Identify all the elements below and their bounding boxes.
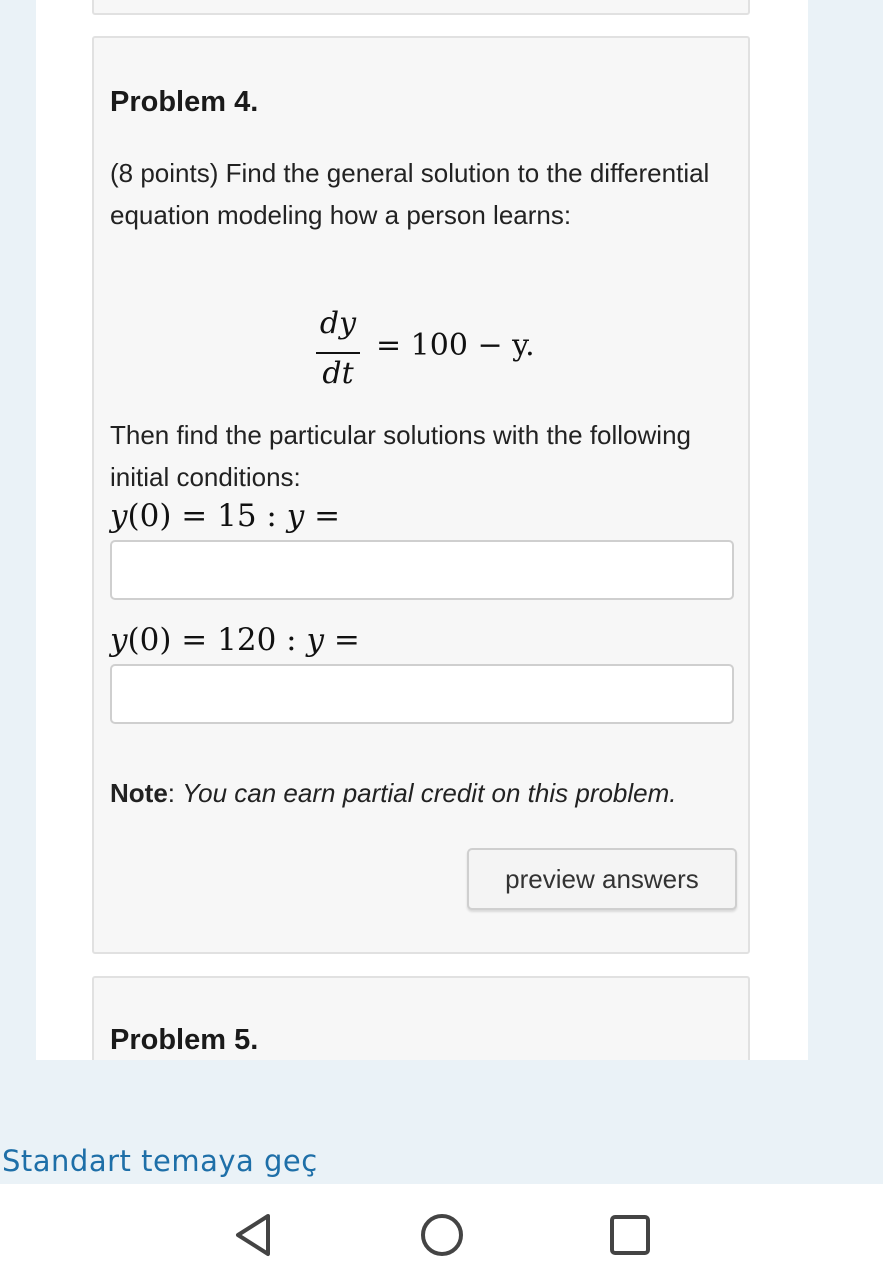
condition-2-var: y: [306, 622, 324, 658]
problem-4-card: [92, 36, 750, 954]
condition-1-var: y: [286, 498, 305, 534]
condition-1-func: y: [110, 498, 128, 534]
home-circle-icon[interactable]: [417, 1210, 467, 1260]
switch-theme-link[interactable]: Standart temaya geç: [2, 1144, 318, 1178]
partial-credit-note: [110, 778, 677, 809]
answer-input-2[interactable]: [110, 664, 734, 724]
problem-4-then-text: Then find the particular solutions with the following initial conditions:: [110, 420, 691, 492]
preview-answers-button[interactable]: preview answers: [467, 848, 737, 910]
problem-5-title: Problem 5.: [110, 1024, 259, 1056]
note-label: Note: [110, 778, 168, 808]
note-text: You can earn partial credit on this problem.: [182, 778, 677, 808]
note-separator: :: [167, 778, 183, 808]
recents-square-icon[interactable]: [605, 1210, 655, 1260]
condition-1-arg: (0): [127, 498, 172, 534]
back-triangle-icon[interactable]: [230, 1210, 280, 1260]
answer-input-1[interactable]: [110, 540, 734, 600]
condition-1-eq: =: [304, 498, 341, 534]
equation-rhs: = 100 − y.: [376, 328, 535, 363]
condition-1-rest: = 15 :: [171, 498, 287, 534]
initial-condition-2: [110, 622, 360, 658]
problem-4-title: Problem 4.: [110, 86, 259, 118]
initial-condition-1: [110, 498, 340, 534]
condition-2-rest: = 120 :: [171, 622, 307, 658]
android-navigation-bar: [0, 1184, 883, 1280]
fraction-denominator: dt: [322, 356, 354, 391]
fraction-bar: [316, 352, 360, 354]
condition-2-eq: =: [323, 622, 360, 658]
problem-4-intro: (8 points) Find the general solution to the differential equation modeling how a person learns:: [110, 158, 710, 230]
condition-2-func: y: [110, 622, 128, 658]
fraction-numerator: dy: [319, 306, 357, 341]
previous-problem-card: [92, 0, 750, 15]
condition-2-arg: (0): [127, 622, 172, 658]
